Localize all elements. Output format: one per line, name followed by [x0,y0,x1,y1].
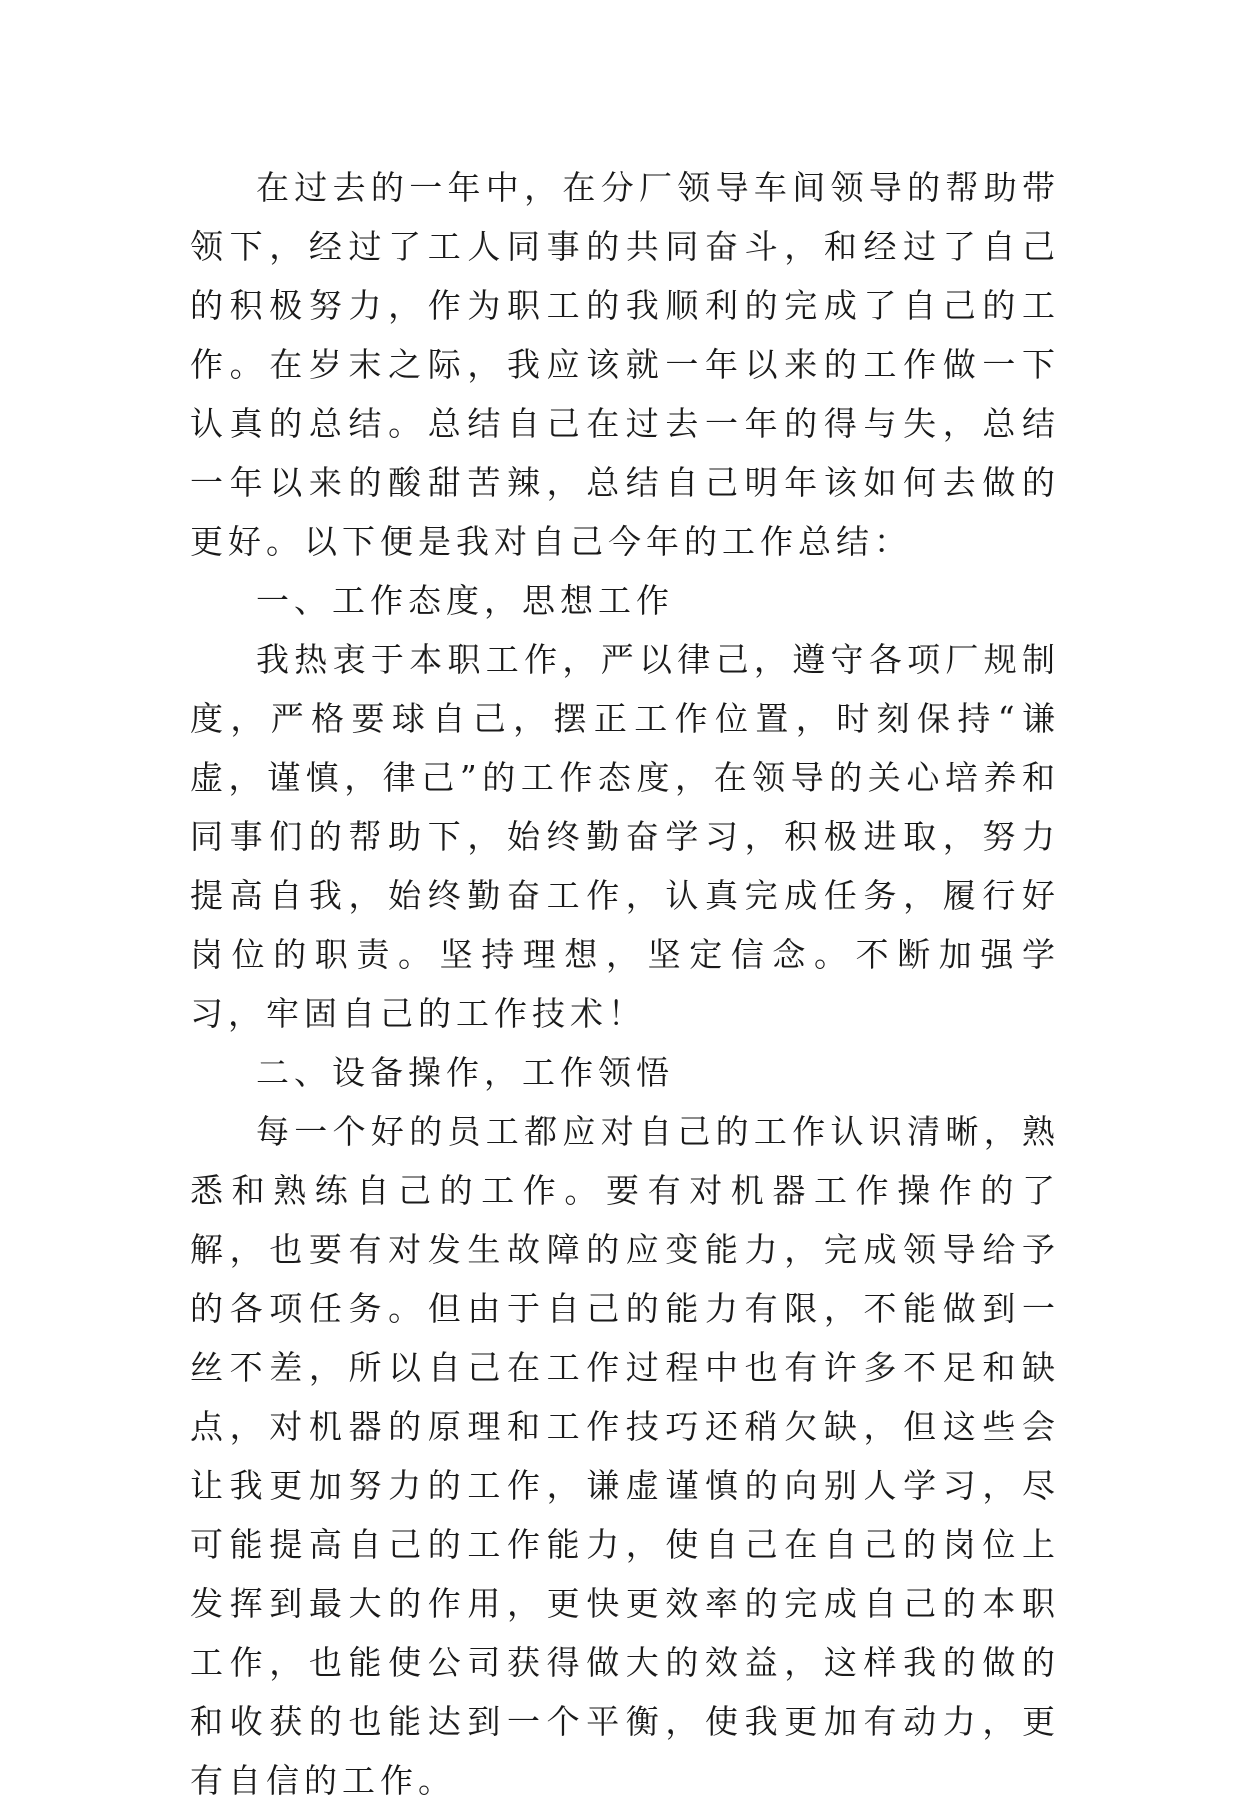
section-2-paragraph: 每一个好的员工都应对自己的工作认识清晰，熟悉和熟练自己的工作。要有对机器工作操作的了解，也要有对发生故障的应变能力，完成领导给予的各项任务。但由于自己的能力有限，不能做到一丝不差，所以自己在工作过程中也有许多不足和缺点，对机器的原理和工作技巧还稍欠缺，但这些会让我更加努力的工作，谦虚谨慎的向别人学习，尽可能提高自己的工作能力，使自己在自己的岗位上发挥到最大的作用，更快更效率的完成自己的本职工作，也能使公司获得做大的效益，这样我的做的和收获的也能达到一个平衡，使我更加有动力，更有自信的工作。 [190,1112,1060,1800]
intro-paragraph: 在过去的一年中，在分厂领导车间领导的帮助带领下，经过了工人同事的共同奋斗，和经过了自己的积极努力，作为职工的我顺利的完成了自己的工作。在岁末之际，我应该就一年以来的工作做一下认真的总结。总结自己在过去一年的得与失，总结一年以来的酸甜苦辣，总结自己明年该如何去做的更好。以下便是我对自己今年的工作总结： [190,168,1060,561]
document-body [190,158,1060,1810]
section-1-paragraph: 我热衷于本职工作，严以律己，遵守各项厂规制度，严格要球自己，摆正工作位置，时刻保持“谦虚，谨慎，律己”的工作态度，在领导的关心培养和同事们的帮助下，始终勤奋学习，积极进取，努力提高自我，始终勤奋工作，认真完成任务，履行好岗位的职责。坚持理想，坚定信念。不断加强学习，牢固自己的工作技术！ [190,640,1060,1033]
section-heading-1: 一、工作态度，思想工作 [256,581,674,620]
section-heading-2: 二、设备操作，工作领悟 [256,1053,674,1092]
